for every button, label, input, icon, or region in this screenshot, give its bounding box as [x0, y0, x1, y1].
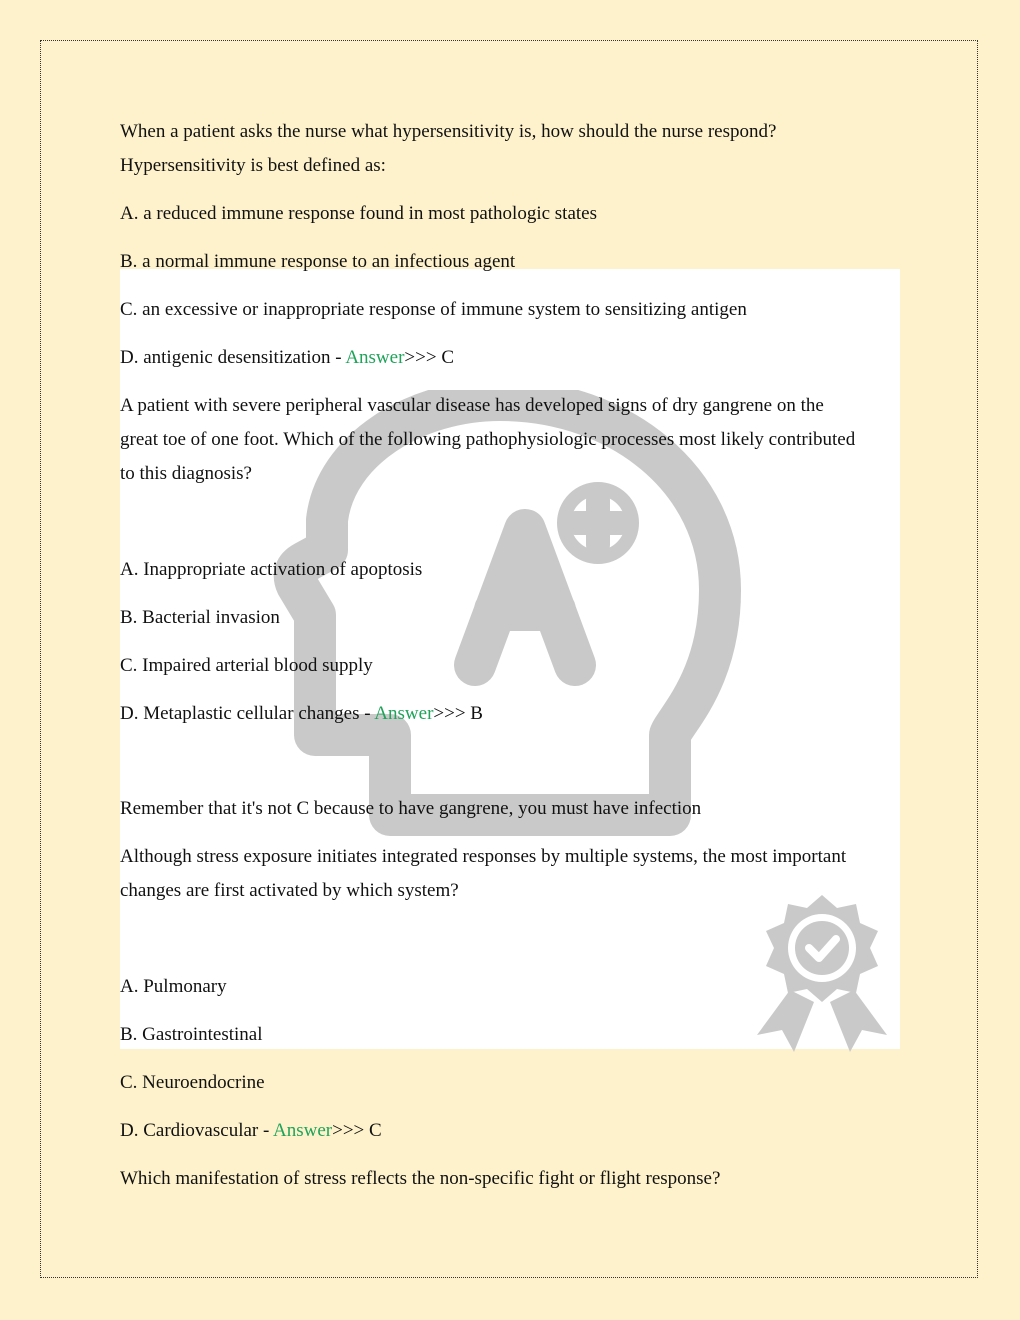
question-3-option-b: B. Gastrointestinal: [120, 1024, 263, 1045]
question-3-option-c: C. Neuroendocrine: [120, 1072, 265, 1093]
question-3-stem-line-1: Although stress exposure initiates integrated responses by multiple systems, the most important: [120, 846, 847, 867]
question-2-option-d: [120, 697, 483, 731]
question-1-option-c: C. an excessive or inappropriate response of immune system to sensitizing antigen: [120, 299, 747, 320]
question-3-stem-line-2: changes are first activated by which system?: [120, 880, 459, 901]
question-3-answer-value: >>> C: [332, 1120, 382, 1141]
question-2-option-a: A. Inappropriate activation of apoptosis: [120, 559, 423, 580]
question-1-stem-line-1: When a patient asks the nurse what hypersensitivity is, how should the nurse respond?: [120, 121, 777, 142]
question-2-option-c: C. Impaired arterial blood supply: [120, 655, 373, 676]
question-2-note: Remember that it's not C because to have gangrene, you must have infection: [120, 798, 702, 819]
question-3-option-a: A. Pulmonary: [120, 976, 227, 997]
award-badge-icon: [752, 890, 892, 1055]
question-2-option-d-text: D. Metaplastic cellular changes -: [120, 703, 375, 724]
question-3-option-d-text: D. Cardiovascular -: [120, 1120, 274, 1141]
head-a-plus-watermark-icon: [255, 390, 755, 840]
question-2-option-b: B. Bacterial invasion: [120, 607, 280, 628]
question-3-answer-label: Answer: [273, 1120, 333, 1141]
question-2-answer-label: Answer: [374, 703, 434, 724]
question-2-stem-line-3: to this diagnosis?: [120, 463, 252, 484]
question-4-stem-line-1: Which manifestation of stress reflects the non-specific fight or flight response?: [120, 1168, 721, 1189]
question-2-stem-line-1: A patient with severe peripheral vascular disease has developed signs of dry gangrene on the: [120, 395, 824, 416]
question-1-option-b: B. a normal immune response to an infectious agent: [120, 251, 516, 272]
question-1-option-a: A. a reduced immune response found in most pathologic states: [120, 203, 598, 224]
question-3-option-d: [120, 1114, 382, 1148]
question-1-option-d: [120, 341, 454, 375]
question-1-option-d-text: D. antigenic desensitization -: [120, 347, 346, 368]
question-2-answer-value: >>> B: [433, 703, 483, 724]
question-2-stem-line-2: great toe of one foot. Which of the following pathophysiologic processes most likely contributed: [120, 429, 856, 450]
question-1-answer-value: >>> C: [404, 347, 454, 368]
question-1-stem-line-2: Hypersensitivity is best defined as:: [120, 155, 386, 176]
question-1-answer-label: Answer: [345, 347, 405, 368]
